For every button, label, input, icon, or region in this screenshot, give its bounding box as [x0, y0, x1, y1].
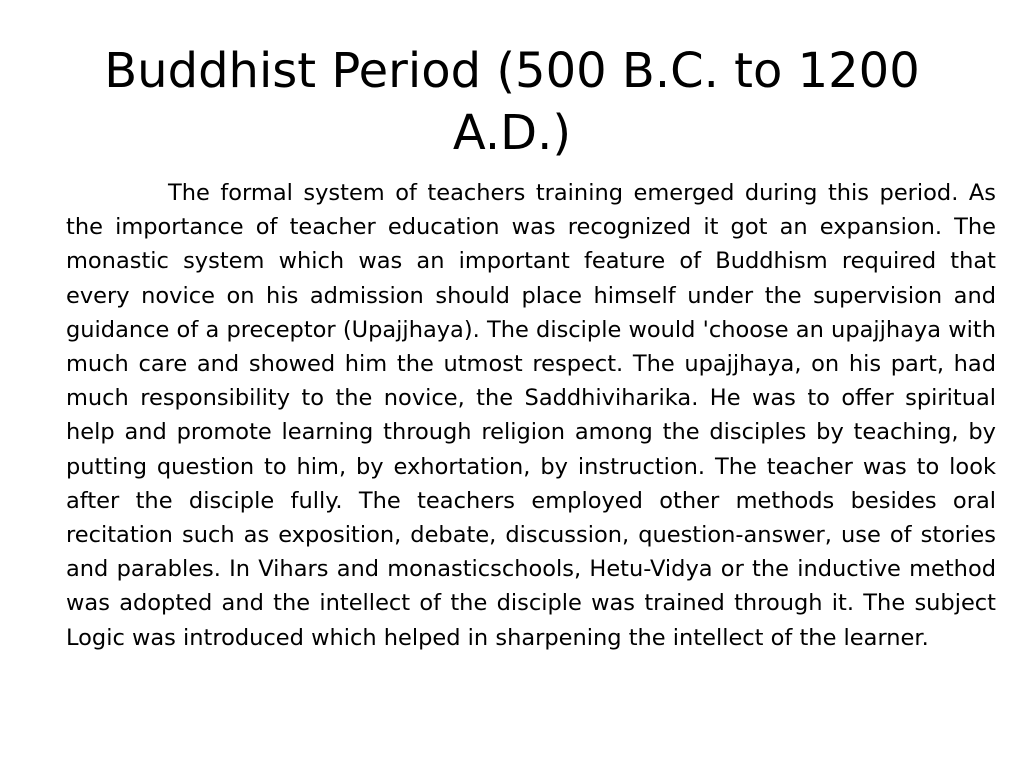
slide-title: Buddhist Period (500 B.C. to 1200 A.D.): [104, 43, 920, 161]
slide-body-paragraph: The formal system of teachers training emerged during this period. As the importance of teacher education was recognized it got an expansion. The monastic system which was an important feature of Buddhism required that every novice on his admission should place himself under the supervision and guidance of a preceptor (Upajjhaya). The disciple would 'choose an upajjhaya with much care and showed him the utmost respect. The upajjhaya, on his part, had much responsibility to the novice, the Saddhiviharika. He was to offer spiritual help and promote learning through religion among the disciples by teaching, by putting question to him, by exhortation, by instruction. The teacher was to look after the disciple fully. The teachers employed other methods besides oral recitation such as exposition, debate, discussion, question-answer, use of stories and parables. In Vihars and monasticschools, Hetu-Vidya or the inductive method was adopted and the intellect of the disciple was trained through it. The subject Logic was introduced which helped in sharpening the intellect of the learner.: [66, 180, 996, 651]
